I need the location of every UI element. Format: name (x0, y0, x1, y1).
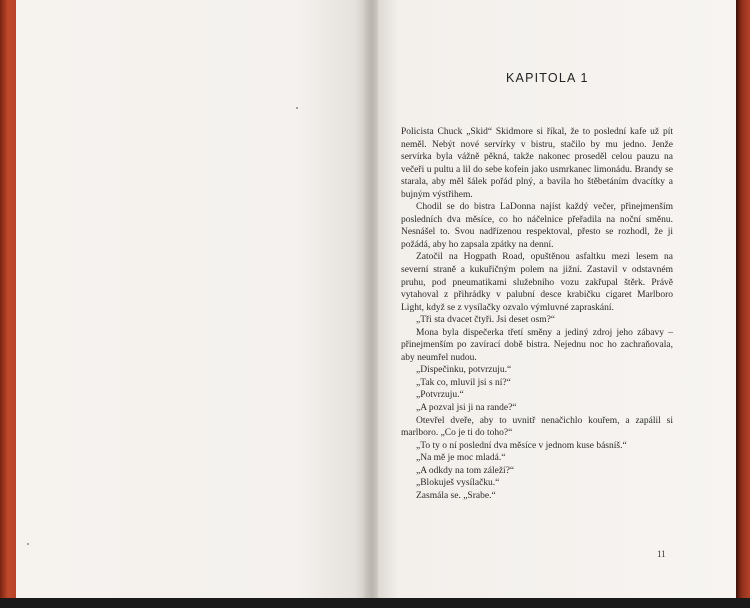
paper-speck (296, 107, 298, 109)
scanner-bottom-edge (0, 598, 750, 608)
paragraph: Mona byla dispečerka třetí směny a jediný zdroj jeho zábavy – přinejmenším po zavírací době bistra. Nejednu noc ho zachraňovala, aby neumřel nudou. (401, 327, 673, 363)
paper-speck (27, 543, 29, 545)
paragraph: Zatočil na Hogpath Road, opuštěnou asfaltku mezi lesem na severní straně a kukuřičným polem na jižní. Zastavil v odstavném pruhu, pod pneumatikami služebního vozu zakřupal štěrk. Právě vytahoval z přihrádky v palubní desce krabičku cigaret Marlboro Light, když se z vysílačky ozvalo výmluvné zapraskání. (401, 252, 673, 313)
book-cover-right-edge (736, 0, 750, 608)
paragraph: „Blokuješ vysílačku.“ (416, 478, 500, 489)
paragraph: „To ty o ní poslední dva měsíce v jednom kuse básníš.“ (416, 440, 627, 451)
paragraph: Chodil se do bistra LaDonna najíst každý večer, přinejmenším posledních dva měsíce, co ho náčelnice přeřadila na noční směnu. Nesnášel to. Svou nadřízenou respektoval, přesto se rozhodl, že ji požádá, aby ho zapsala zpátky na denní. (401, 202, 673, 250)
chapter-heading: KAPITOLA 1 (506, 71, 589, 85)
paragraph: „Tři sta dvacet čtyři. Jsi deset osm?“ (416, 315, 556, 326)
paragraph: Policista Chuck „Skid“ Skidmore si říkal, že to poslední kafe už pít neměl. Nebýt nové servírky v bistru, stačilo by mu jedno. Jenže servírka byla vážně pěkná, takže nakonec proseděl celou pauzu na večeři u pultu a lil do sebe kofein jako usmrkanec limonádu. Brandy se starala, aby měl šálek pořád plný, a bavila ho štěbetáním dvacítky a bujným výstřihem. (401, 127, 673, 200)
paragraph: „A odkdy na tom záleží?“ (416, 465, 515, 476)
page-number: 11 (657, 549, 666, 559)
left-page-blank (16, 0, 368, 598)
chapter-body-text (401, 126, 673, 502)
paragraph: „Potvrzuju.“ (416, 390, 464, 401)
paragraph: „Tak co, mluvil jsi s ní?“ (416, 377, 511, 388)
paragraph: „Na mě je moc mladá.“ (416, 453, 506, 464)
paragraph: Zasmála se. „Srabe.“ (416, 490, 496, 501)
paragraph: „A pozval jsi ji na rande?“ (416, 403, 517, 414)
paragraph: Otevřel dveře, aby to uvnitř nenačichlo kouřem, a zapálil si marlboro. „Co je ti do toho?“ (401, 415, 673, 439)
book-cover-left-edge (0, 0, 16, 608)
paragraph: „Dispečinku, potvrzuju.“ (416, 365, 512, 376)
